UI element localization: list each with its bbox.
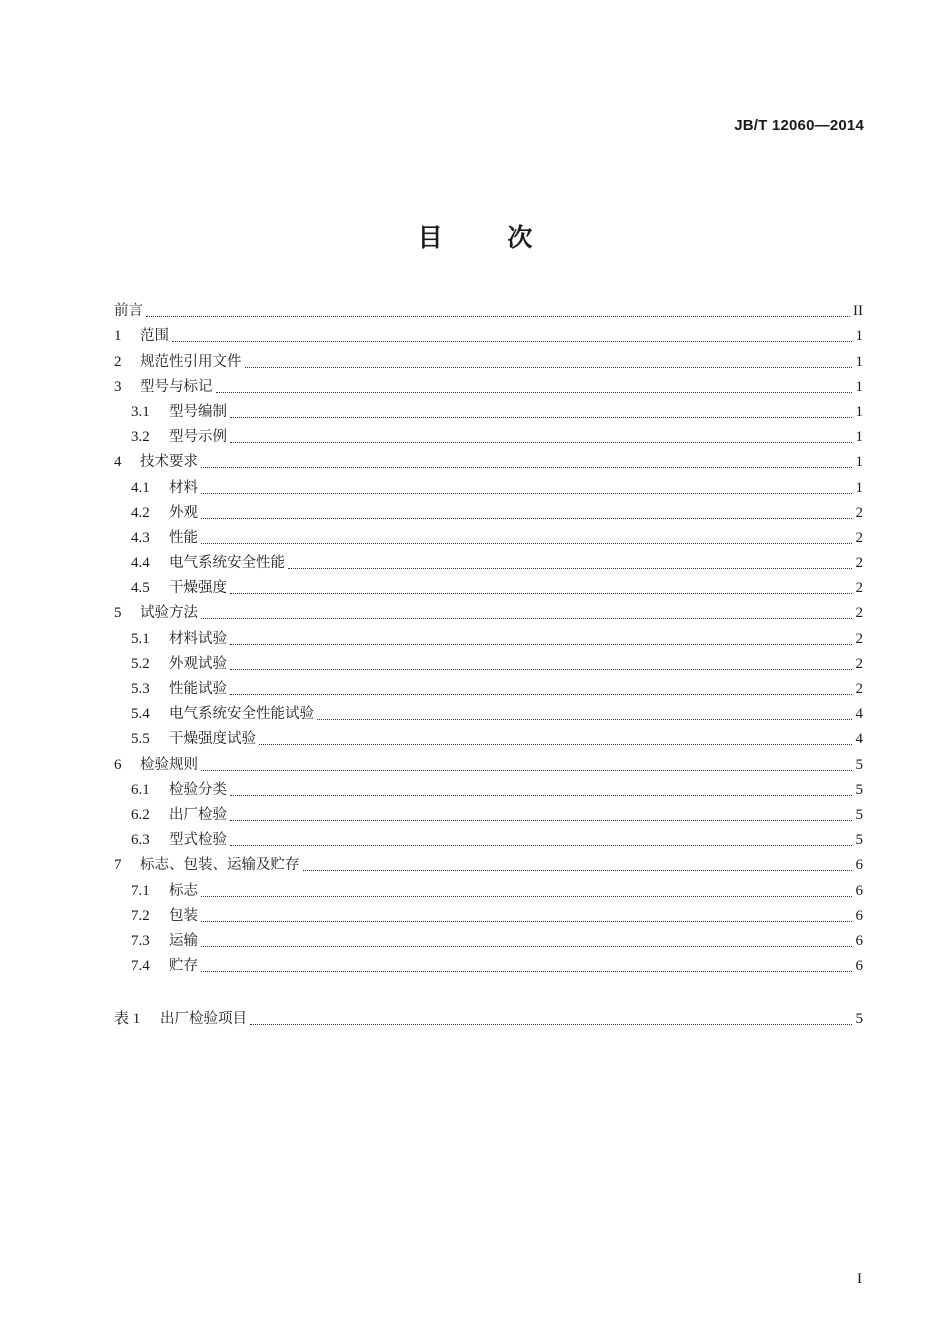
dot-leader [230, 668, 852, 670]
dot-leader [201, 517, 852, 519]
toc-entry-title: 技术要求 [140, 454, 198, 471]
dot-leader [230, 416, 852, 418]
toc-entry-page: 6 [855, 932, 863, 949]
dot-leader [288, 567, 852, 569]
toc-entry-page: 1 [855, 403, 863, 420]
toc-entry-page: 1 [855, 479, 863, 496]
toc-entry-title: 出厂检验 [169, 806, 227, 823]
dot-leader [201, 895, 852, 897]
toc-entry-label [114, 478, 198, 498]
dot-leader [230, 643, 852, 645]
toc-entry[interactable] [114, 397, 863, 422]
toc-entry-number: 3.2 [131, 429, 150, 446]
dot-leader [230, 794, 852, 796]
toc-entry-title: 性能试验 [169, 681, 227, 697]
toc-entry-title: 干燥强度 [169, 580, 227, 597]
toc-entry-label [114, 780, 227, 800]
toc-entry-title: 贮存 [169, 958, 198, 975]
toc-entry-number: 3.1 [131, 403, 150, 420]
toc-entry[interactable] [114, 422, 863, 447]
toc-entry-number: 4.5 [131, 580, 150, 597]
document-code: JB/T 12060—2014 [734, 117, 864, 134]
toc-entry-number: 5.5 [131, 731, 150, 748]
toc-entry-page: 5 [855, 1011, 863, 1028]
toc-entry-number: 6 [114, 756, 122, 773]
dot-leader [230, 844, 852, 846]
toc-entry-title: 检验分类 [169, 781, 227, 798]
toc-entry-label [114, 629, 227, 649]
toc-entry-number: 7.2 [131, 907, 150, 924]
toc-entry[interactable] [114, 523, 863, 548]
toc-entry-number: 6.1 [131, 781, 150, 798]
toc-entry[interactable] [114, 623, 863, 648]
toc-entry-number: 3 [114, 378, 122, 395]
toc-entry[interactable] [114, 850, 863, 875]
toc-entry[interactable] [114, 649, 863, 674]
dot-leader [201, 492, 852, 494]
toc-entry-page: II [853, 303, 863, 320]
toc-entry[interactable] [114, 699, 863, 724]
toc-entry-label [114, 906, 198, 926]
toc-entry-title: 前言 [114, 303, 143, 320]
toc-entry-page: 6 [855, 958, 863, 975]
dot-leader [201, 542, 852, 544]
dot-leader [317, 718, 852, 720]
toc-entry-label [114, 402, 227, 422]
toc-entry[interactable] [114, 901, 863, 926]
toc-entry-label [114, 830, 227, 850]
toc-entry-page: 4 [855, 731, 863, 748]
toc-entry-number: 5 [114, 605, 122, 622]
toc-entry-title: 外观试验 [169, 655, 227, 672]
table-list-entry[interactable] [114, 1004, 863, 1029]
toc-entry-title: 规范性引用文件 [140, 353, 242, 370]
dot-leader [230, 441, 852, 443]
toc-entry-label [114, 956, 198, 976]
dot-leader [201, 970, 852, 972]
toc-entry-number: 4.1 [131, 479, 150, 496]
toc-entry[interactable] [114, 951, 863, 976]
toc-entry-label [114, 452, 198, 472]
toc-entry-title: 外观 [169, 504, 198, 521]
toc-entry-title: 标志 [169, 882, 198, 899]
toc-entry-title: 型式检验 [169, 832, 227, 849]
toc-entry[interactable] [114, 775, 863, 800]
toc-entry[interactable] [114, 875, 863, 900]
dot-leader [201, 617, 852, 619]
toc-entry[interactable] [114, 674, 863, 699]
toc-entry[interactable] [114, 800, 863, 825]
page-title: 目 次 [417, 223, 533, 252]
toc-entry-title: 范围 [140, 328, 169, 345]
toc-entry-title: 出厂检验项目 [160, 1011, 247, 1028]
toc-entry[interactable] [114, 296, 863, 321]
dot-leader [259, 743, 852, 745]
toc-entry-title: 包装 [169, 907, 198, 924]
toc-entry[interactable] [114, 372, 863, 397]
toc-entry[interactable] [114, 548, 863, 573]
dot-leader [303, 869, 853, 871]
toc-entry-label [114, 881, 198, 901]
toc-entry[interactable] [114, 321, 863, 346]
table-of-contents [114, 296, 863, 1029]
toc-entry-number: 7 [114, 857, 122, 874]
dot-leader [201, 769, 852, 771]
toc-entry-label [114, 377, 213, 397]
toc-entry-label [114, 679, 227, 699]
toc-entry[interactable] [114, 498, 863, 523]
toc-entry[interactable] [114, 825, 863, 850]
toc-entry-page: 5 [855, 832, 863, 849]
toc-entry-number: 4.2 [131, 504, 150, 521]
toc-entry-label [114, 755, 198, 775]
toc-entry-page: 1 [855, 328, 863, 345]
toc-entry-page: 5 [855, 781, 863, 798]
toc-entry-title: 材料 [169, 479, 198, 496]
toc-entry-page: 6 [855, 857, 863, 874]
toc-entry-number: 4 [114, 454, 122, 471]
dot-leader [245, 366, 853, 368]
toc-entry[interactable] [114, 598, 863, 623]
toc-entry-number: 5.1 [131, 630, 150, 647]
toc-entry-label [114, 1009, 247, 1029]
toc-entry-title: 电气系统安全性能试验 [169, 706, 314, 723]
toc-entry-page: 4 [855, 706, 863, 723]
toc-entry-title: 电气系统安全性能 [169, 555, 285, 572]
dot-leader [230, 819, 852, 821]
toc-entry-label [114, 528, 198, 548]
toc-entry-label [114, 704, 314, 724]
toc-entry-page: 2 [855, 504, 863, 521]
toc-entry-label [114, 301, 143, 321]
toc-entry-page: 1 [855, 454, 863, 471]
toc-entry-page: 6 [855, 882, 863, 899]
dot-leader [216, 391, 853, 393]
toc-entry-label [114, 931, 198, 951]
toc-entry-label [114, 855, 300, 875]
toc-entry-page: 2 [855, 630, 863, 647]
toc-entry[interactable] [114, 346, 863, 371]
toc-entry-label [114, 603, 198, 623]
toc-entry-page: 2 [855, 605, 863, 622]
toc-entry[interactable] [114, 926, 863, 951]
toc-entry-title: 试验方法 [140, 605, 198, 622]
dot-leader [172, 340, 852, 342]
toc-entry-title: 标志、包装、运输及贮存 [140, 857, 300, 874]
dot-leader [146, 315, 850, 317]
toc-entry[interactable] [114, 447, 863, 472]
toc-entry-label [114, 553, 285, 573]
dot-leader [250, 1023, 852, 1025]
toc-entry-page: 1 [855, 353, 863, 370]
toc-entry-number: 7.3 [131, 932, 150, 949]
toc-entry-number: 5.2 [131, 655, 150, 672]
toc-entry-title: 型号编制 [169, 403, 227, 420]
toc-entry-title: 干燥强度试验 [169, 731, 256, 748]
toc-entry-page: 6 [855, 907, 863, 924]
toc-entry-page: 2 [855, 580, 863, 597]
toc-entry-page: 2 [855, 555, 863, 572]
toc-entry-number: 6.2 [131, 806, 150, 823]
toc-entry-number: 5.4 [131, 706, 150, 723]
toc-entry-number: 4.4 [131, 555, 150, 572]
toc-entry[interactable] [114, 472, 863, 497]
toc-entry-page: 2 [855, 681, 863, 697]
toc-entry-page: 2 [855, 655, 863, 672]
toc-entry-label [114, 352, 242, 372]
toc-entry-label [114, 326, 169, 346]
toc-entry[interactable] [114, 749, 863, 774]
toc-entry-number: 1 [114, 328, 122, 345]
toc-entry-page: 5 [855, 756, 863, 773]
toc-entry-number: 5.3 [131, 681, 150, 697]
toc-entry-label [114, 503, 198, 523]
toc-entry-title: 材料试验 [169, 630, 227, 647]
dot-leader [201, 466, 852, 468]
toc-entry-number: 表 1 [114, 1011, 141, 1028]
toc-entry[interactable] [114, 573, 863, 598]
toc-entry-title: 检验规则 [140, 756, 198, 773]
toc-entry-number: 6.3 [131, 832, 150, 849]
page-number: I [857, 1271, 862, 1287]
toc-entry-label [114, 805, 227, 825]
toc-entry-page: 1 [855, 429, 863, 446]
dot-leader [230, 693, 852, 695]
toc-entry-title: 运输 [169, 932, 198, 949]
toc-entry-label [114, 427, 227, 447]
toc-entry-number: 7.1 [131, 882, 150, 899]
toc-entry-page: 2 [855, 529, 863, 546]
toc-entry-number: 7.4 [131, 958, 150, 975]
toc-entry-label [114, 578, 227, 598]
toc-entry-number: 4.3 [131, 529, 150, 546]
toc-entry-label [114, 729, 256, 749]
dot-leader [230, 592, 852, 594]
toc-entry-number: 2 [114, 353, 122, 370]
toc-entry-title: 性能 [169, 529, 198, 546]
dot-leader [201, 920, 852, 922]
toc-entry-title: 型号示例 [169, 429, 227, 446]
toc-entry-page: 5 [855, 806, 863, 823]
dot-leader [201, 945, 852, 947]
toc-entry-title: 型号与标记 [140, 378, 213, 395]
toc-entry-page: 1 [855, 378, 863, 395]
toc-entry-label [114, 654, 227, 674]
toc-entry[interactable] [114, 724, 863, 749]
